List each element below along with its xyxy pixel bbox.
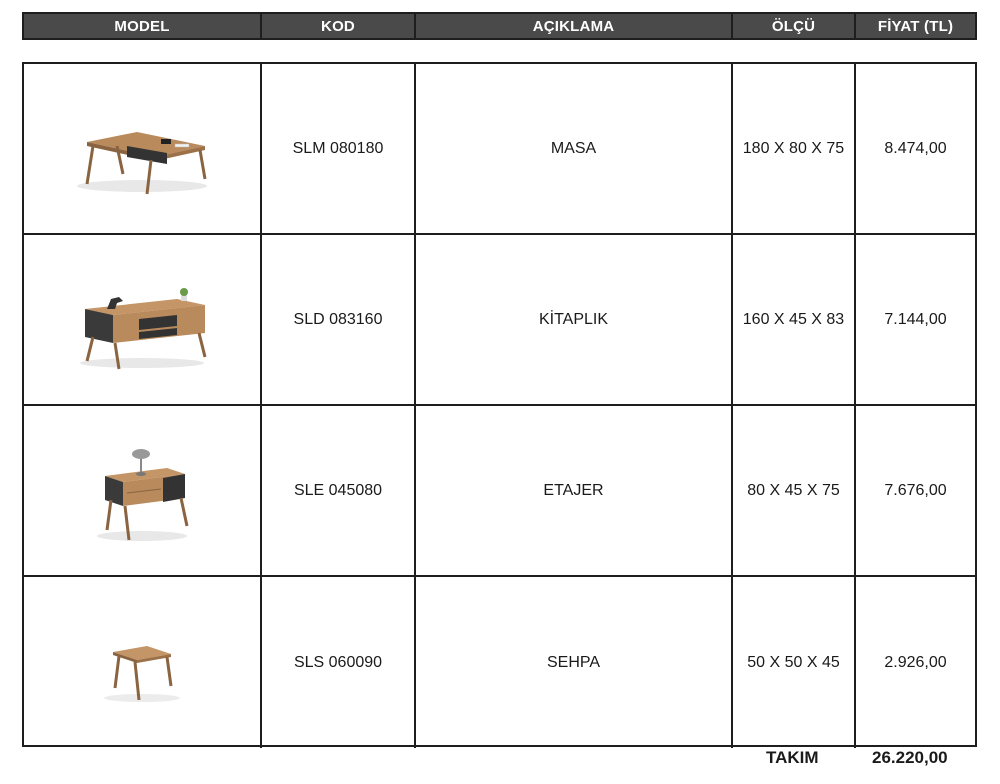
fiyat-cell: 2.926,00 (884, 653, 947, 671)
kod-cell: SLE 045080 (262, 406, 416, 575)
total-value: 26.220,00 (872, 748, 948, 767)
price-table (22, 62, 977, 747)
aciklama-cell: MASA (416, 64, 733, 233)
header-model: MODEL (24, 14, 262, 38)
table-row (24, 406, 975, 577)
olcu-cell: 80 X 45 X 75 (733, 406, 856, 575)
total-label: TAKIM (766, 748, 819, 767)
coffee-table-image (67, 608, 217, 718)
kod-cell: SLD 083160 (262, 235, 416, 404)
aciklama-cell: KİTAPLIK (416, 235, 733, 404)
header-fiyat: FİYAT (TL) (877, 17, 954, 35)
olcu-cell: 160 X 45 X 83 (733, 235, 856, 404)
fiyat-cell: 8.474,00 (884, 139, 947, 157)
model-image-cell (24, 577, 262, 748)
sideboard-image (67, 265, 217, 375)
header-aciklama: AÇIKLAMA (416, 14, 733, 38)
olcu-cell: 50 X 50 X 45 (733, 577, 856, 748)
aciklama-cell: ETAJER (416, 406, 733, 575)
kod-cell: SLS 060090 (262, 577, 416, 748)
header-kod: KOD (262, 14, 416, 38)
model-image-cell (24, 64, 262, 233)
table-row (24, 235, 975, 406)
model-image-cell (24, 235, 262, 404)
desk-image (67, 94, 217, 204)
olcu-cell: 180 X 80 X 75 (733, 64, 856, 233)
side-cabinet-image (67, 436, 217, 546)
model-image-cell (24, 406, 262, 575)
fiyat-cell: 7.676,00 (884, 481, 947, 499)
table-header (22, 12, 977, 40)
table-row (24, 64, 975, 235)
kod-cell: SLM 080180 (262, 64, 416, 233)
aciklama-cell: SEHPA (416, 577, 733, 748)
fiyat-cell: 7.144,00 (884, 310, 947, 328)
header-olcu: ÖLÇÜ (733, 14, 856, 38)
table-row (24, 577, 975, 748)
